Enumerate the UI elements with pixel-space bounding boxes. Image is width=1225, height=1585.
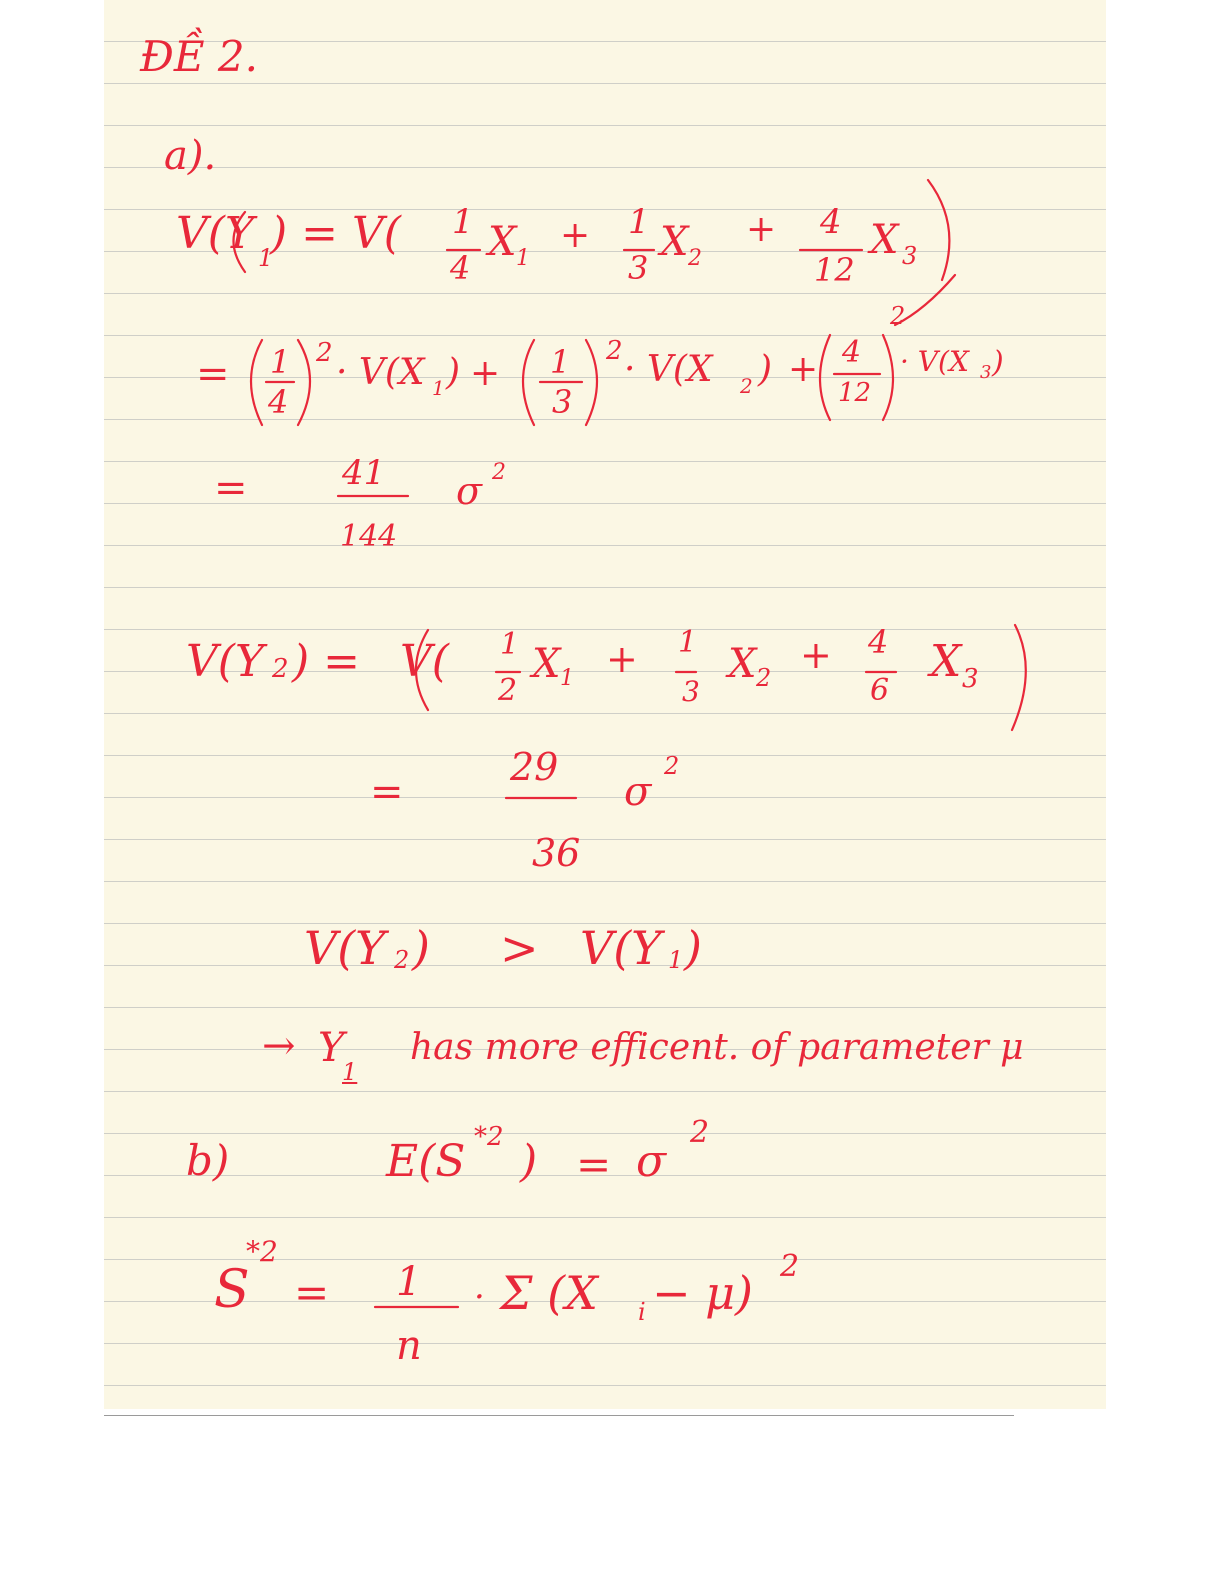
v-y2-x2-sub: 2 — [756, 664, 772, 692]
v-y1-x1: X — [488, 219, 517, 265]
expand-t3-sub: 3 — [980, 362, 992, 383]
v-y2-x1: X — [532, 641, 561, 687]
v-y2-lhs: V(Y — [186, 636, 264, 687]
expand-t3-close: ) — [992, 345, 1004, 380]
expectation-lhs: E(S — [386, 1136, 466, 1187]
v-y1-c3-num: 4 — [820, 202, 842, 242]
v-y2-plus-2: + — [800, 633, 832, 677]
v-y2-x3: X — [930, 636, 962, 687]
v-y2-bracket-close — [1012, 625, 1026, 730]
formula-sup: *2 — [246, 1235, 278, 1268]
compare-right-close: ) — [684, 921, 702, 975]
v-y2-lhs-sub: 2 — [272, 654, 289, 684]
expectation-sup: *2 — [474, 1122, 504, 1152]
conclusion-y-sub: 1 — [342, 1058, 358, 1086]
v-y2-c2-den: 3 — [682, 675, 700, 708]
v-y2-x2: X — [728, 641, 757, 687]
result-y2-den: 36 — [532, 831, 581, 875]
v-y2-plus-1: + — [606, 637, 638, 681]
v-y1-lhs-sub: 1 — [258, 244, 274, 272]
page-title: ĐỀ 2. — [140, 32, 258, 81]
result-y2-eq: = — [370, 769, 404, 815]
conclusion-text: has more efficent. of parameter μ — [410, 1027, 1024, 1068]
v-y1-x1-sub: 1 — [516, 246, 530, 271]
expand-t1-sub: 1 — [432, 376, 445, 400]
expand-t3-var: · V(X — [900, 345, 969, 378]
v-y1-c3-den: 12 — [814, 251, 855, 289]
expectation-eq: = — [576, 1140, 612, 1189]
v-y1-x3: X — [870, 217, 899, 263]
expectation-sigma: σ — [636, 1136, 667, 1187]
result-y2-sigma: σ — [624, 769, 652, 815]
compare-right: V(Y — [580, 921, 662, 975]
v-y1-x3-sub: 3 — [902, 242, 918, 270]
v-y1-lhs: V(Y — [176, 208, 254, 259]
expand-t2-den: 3 — [552, 383, 573, 421]
v-y1-c1-den: 4 — [450, 249, 471, 287]
v-y1-x2: X — [660, 219, 689, 265]
v-y1-x2-sub: 2 — [688, 246, 702, 271]
v-y1-eq: ) = V( — [270, 208, 401, 259]
expand-t3-den: 12 — [838, 378, 872, 408]
compare-left: V(Y — [304, 921, 386, 975]
compare-op: > — [500, 921, 539, 975]
expand-paren-2-open — [523, 340, 534, 425]
expand-plus-2: + — [788, 349, 819, 390]
formula-sq: 2 — [780, 1249, 800, 1284]
v-y1-plus-2: + — [746, 209, 777, 250]
expand-paren-2-close — [586, 340, 597, 425]
expand-t3-sq: 2 — [890, 302, 906, 330]
expand-t2-sq: 2 — [606, 336, 623, 366]
expand-t1-den: 4 — [268, 383, 289, 421]
expand-t1-var: · V(X — [336, 352, 425, 393]
formula-eq: = — [294, 1268, 330, 1317]
compare-left-sub: 2 — [394, 946, 410, 974]
result-y1-sq: 2 — [492, 460, 506, 485]
formula-sum: Σ (X — [500, 1266, 598, 1320]
result-y1-sigma: σ — [456, 469, 482, 513]
expectation-sq: 2 — [690, 1115, 710, 1150]
expand-t2-sub: 2 — [740, 374, 753, 398]
v-y1-c2-num: 1 — [628, 202, 650, 242]
result-y2-num: 29 — [510, 745, 559, 789]
v-y2-c1-num: 1 — [500, 627, 520, 662]
expand-t2-num: 1 — [550, 343, 571, 381]
v-y2-c2-num: 1 — [678, 625, 698, 660]
expand-t2-var: · V(X — [624, 349, 713, 390]
v-y1-bracket-close — [928, 180, 949, 280]
result-y2-sq: 2 — [664, 752, 680, 780]
conclusion-y: Y — [318, 1025, 345, 1071]
expand-t1-num: 1 — [270, 343, 291, 381]
formula-s: S — [214, 1260, 250, 1320]
result-y1-den: 144 — [340, 519, 398, 554]
v-y2-x1-sub: 1 — [560, 666, 574, 691]
result-y1-eq: = — [214, 465, 248, 511]
v-y2-c3-den: 6 — [870, 673, 890, 708]
expand-t1-close: ) — [446, 352, 461, 393]
expand-paren-3-open — [820, 335, 830, 420]
compare-right-sub: 1 — [668, 946, 684, 974]
v-y1-c1-num: 1 — [452, 202, 474, 242]
formula-mid: − μ) — [652, 1266, 754, 1320]
expand-t2-close: ) — [758, 349, 773, 390]
v-y2-eq: ) = — [292, 636, 361, 687]
expand-paren-1-close — [298, 340, 310, 425]
v-y2-open: V( — [400, 636, 449, 687]
expand-plus-1: + — [470, 353, 501, 394]
expectation-close: ) — [520, 1136, 538, 1187]
expand-eq: = — [196, 351, 230, 397]
v-y2-c3-num: 4 — [868, 623, 889, 661]
part-a-label: a). — [164, 133, 217, 179]
result-y1-num: 41 — [342, 453, 386, 493]
formula-sub: i — [638, 1298, 646, 1326]
v-y2-c1-den: 2 — [498, 673, 518, 708]
conclusion-arrow: → — [262, 1023, 296, 1069]
v-y1-c2-den: 3 — [628, 249, 649, 287]
expand-t1-sq: 2 — [316, 338, 333, 368]
expand-paren-3-close — [883, 335, 893, 420]
formula-num: 1 — [396, 1259, 422, 1305]
formula-den: n — [396, 1323, 422, 1369]
v-y1-plus-1: + — [560, 215, 591, 256]
formula-dot: · — [474, 1277, 485, 1317]
expand-t3-num: 4 — [842, 335, 862, 370]
compare-left-close: ) — [412, 921, 430, 975]
part-b-label: b) — [186, 1136, 230, 1185]
expand-paren-1-open — [251, 340, 262, 425]
v-y2-x3-sub: 3 — [962, 664, 979, 694]
